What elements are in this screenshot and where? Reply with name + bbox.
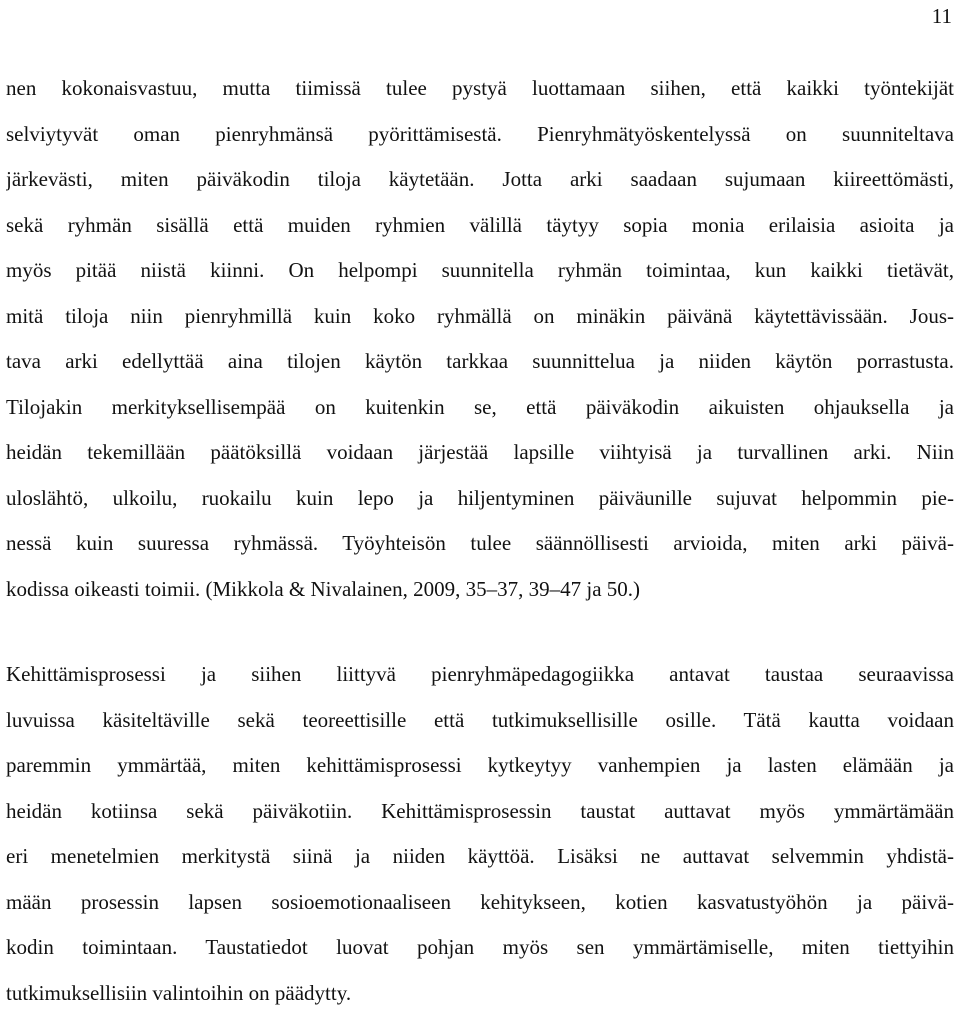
text-line: mitä tiloja niin pienryhmillä kuin koko ryhmällä on minäkin päivänä käytettävissään. Jous-: [6, 294, 954, 340]
text-line: nen kokonaisvastuu, mutta tiimissä tulee pystyä luottamaan siihen, että kaikki työntekijät: [6, 66, 954, 112]
text-line: nessä kuin suuressa ryhmässä. Työyhteisön tulee säännöllisesti arvioida, miten arki päivä-: [6, 521, 954, 567]
text-line: eri menetelmien merkitystä siinä ja niiden käyttöä. Lisäksi ne auttavat selvemmin yhdistä-: [6, 834, 954, 880]
text-line: Tilojakin merkityksellisempää on kuitenkin se, että päiväkodin aikuisten ohjauksella ja: [6, 385, 954, 431]
paragraph-2: [6, 652, 954, 1016]
text-line: heidän kotiinsa sekä päiväkotiin. Kehittämisprosessin taustat auttavat myös ymmärtämään: [6, 789, 954, 835]
text-line: uloslähtö, ulkoilu, ruokailu kuin lepo ja hiljentyminen päiväunille sujuvat helpommin pie-: [6, 476, 954, 522]
text-line: selviytyvät oman pienryhmänsä pyörittämisestä. Pienryhmätyöskentelyssä on suunniteltava: [6, 112, 954, 158]
text-line: luvuissa käsiteltäville sekä teoreettisille että tutkimuksellisille osille. Tätä kautta voidaan: [6, 698, 954, 744]
text-line: myös pitää niistä kiinni. On helpompi suunnitella ryhmän toimintaa, kun kaikki tietävät,: [6, 248, 954, 294]
text-line: kodissa oikeasti toimii. (Mikkola & Nivalainen, 2009, 35–37, 39–47 ja 50.): [6, 567, 954, 613]
text-line: mään prosessin lapsen sosioemotionaaliseen kehitykseen, kotien kasvatustyöhön ja päivä-: [6, 880, 954, 926]
text-line: kodin toimintaan. Taustatiedot luovat pohjan myös sen ymmärtämiselle, miten tiettyihin: [6, 925, 954, 971]
text-line: sekä ryhmän sisällä että muiden ryhmien välillä täytyy sopia monia erilaisia asioita ja: [6, 203, 954, 249]
text-line: Kehittämisprosessi ja siihen liittyvä pienryhmäpedagogiikka antavat taustaa seuraavissa: [6, 652, 954, 698]
text-line: paremmin ymmärtää, miten kehittämisprosessi kytkeytyy vanhempien ja lasten elämään ja: [6, 743, 954, 789]
paragraph-1: [6, 66, 954, 612]
page-number: 11: [932, 4, 952, 28]
text-line: järkevästi, miten päiväkodin tiloja käytetään. Jotta arki saadaan sujumaan kiireettömästi,: [6, 157, 954, 203]
text-line: heidän tekemillään päätöksillä voidaan järjestää lapsille viihtyisä ja turvallinen arki. Niin: [6, 430, 954, 476]
text-line: tava arki edellyttää aina tilojen käytön tarkkaa suunnittelua ja niiden käytön porrastusta.: [6, 339, 954, 385]
text-line: tutkimuksellisiin valintoihin on päädytty.: [6, 971, 954, 1016]
